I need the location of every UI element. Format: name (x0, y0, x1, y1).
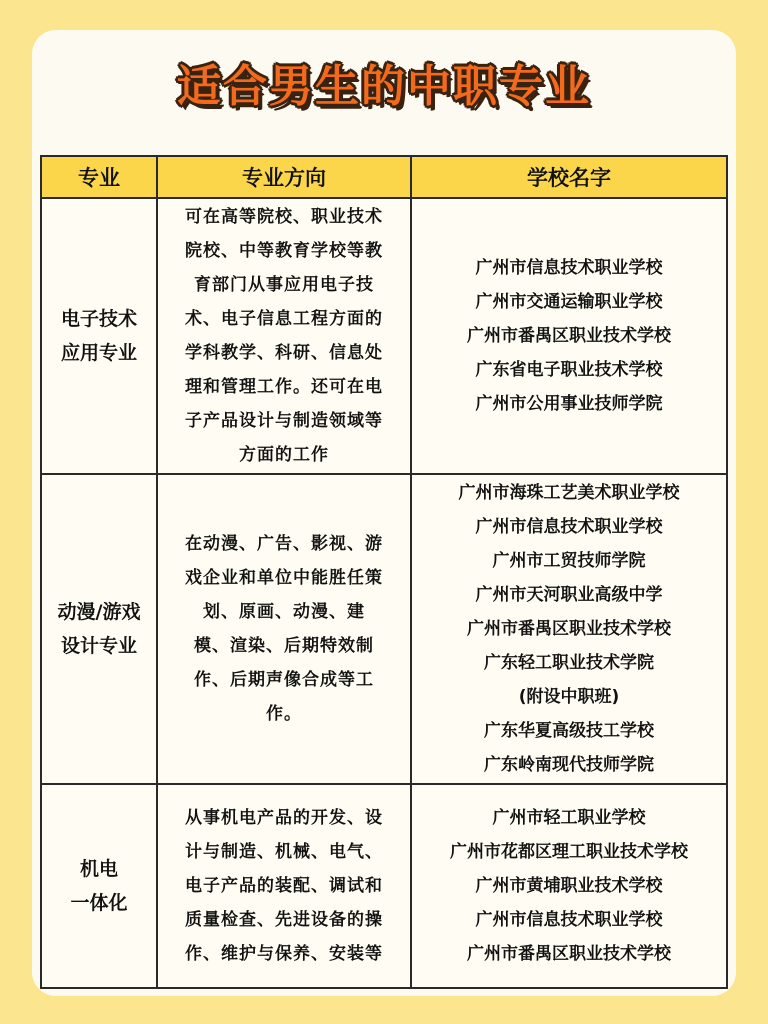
school-name: 广州市天河职业高级中学 (475, 585, 663, 605)
school-name: 广州市工贸技师学院 (492, 551, 646, 571)
direction-text-line: 从事机电产品的开发、设 (185, 808, 383, 828)
direction-text-line: 育部门从事应用电子技 (194, 275, 374, 295)
school-name: 广州市交通运输职业学校 (475, 292, 663, 312)
direction-text-line: 可在高等院校、职业技术 (185, 207, 383, 227)
direction-text-line: 作、后期声像合成等工 (194, 670, 374, 690)
header-school: 学校名字 (411, 156, 727, 198)
major-name-line: 设计专业 (60, 635, 137, 657)
major-cell (41, 784, 157, 988)
school-name: 广东华夏高级技工学校 (484, 721, 654, 741)
school-name: 广州市信息技术职业学校 (475, 517, 663, 537)
school-name: 广东岭南现代技师学院 (484, 755, 654, 775)
direction-text-line: 子产品设计与制造领域等 (185, 411, 383, 431)
direction-text-line: 院校、中等教育学校等教 (185, 241, 383, 261)
school-name: 广州市公用事业技师学院 (475, 394, 663, 414)
direction-cell (157, 474, 411, 784)
school-name: 广州市黄埔职业技术学校 (475, 876, 663, 896)
school-name: 广州市番禺区职业技术学校 (467, 944, 671, 964)
majors-table (40, 155, 728, 989)
direction-text-line: 作、维护与保养、安装等 (185, 944, 383, 964)
school-name: 广州市番禺区职业技术学校 (467, 619, 671, 639)
direction-text-line: 方面的工作 (239, 445, 329, 465)
direction-text-line: 质量检查、先进设备的操 (185, 910, 383, 930)
table-row (41, 784, 727, 988)
header-direction: 专业方向 (157, 156, 411, 198)
schools-cell (411, 784, 727, 988)
direction-text-line: 模、渲染、后期特效制 (194, 636, 374, 656)
major-name-line: 电子技术 (60, 308, 137, 330)
school-name: 广州市轻工职业学校 (492, 808, 646, 828)
major-name-line: 一体化 (70, 892, 128, 914)
direction-cell (157, 784, 411, 988)
direction-text-line: 戏企业和单位中能胜任策 (185, 568, 383, 588)
school-name: 广州市信息技术职业学校 (475, 910, 663, 930)
schools-cell (411, 198, 727, 474)
direction-text-line: 电子产品的装配、调试和 (185, 876, 383, 896)
direction-text-line: 计与制造、机械、电气、 (185, 842, 383, 862)
direction-text-line: 作。 (266, 704, 302, 724)
major-name-line: 机电 (79, 858, 118, 880)
school-name: 广州市花都区理工职业技术学校 (450, 842, 688, 862)
direction-text-line: 在动漫、广告、影视、游 (185, 534, 383, 554)
school-name: 广东省电子职业技术学校 (475, 360, 663, 380)
school-name: 广州市海珠工艺美术职业学校 (458, 483, 680, 503)
schools-cell (411, 474, 727, 784)
major-cell (41, 198, 157, 474)
direction-text-line: 学科教学、科研、信息处 (185, 343, 383, 363)
direction-text-line: 划、原画、动漫、建 (203, 602, 365, 622)
page-title: 适合男生的中职专业 (177, 61, 591, 112)
major-cell (41, 474, 157, 784)
school-name: 广东轻工职业技术学院 (484, 653, 654, 673)
major-name-line: 动漫/游戏 (57, 601, 141, 623)
direction-text-line: 理和管理工作。还可在电 (185, 377, 383, 397)
header-major: 专业 (41, 156, 157, 198)
major-name-line: 应用专业 (60, 342, 137, 364)
table-header-row (41, 156, 727, 198)
table-row (41, 474, 727, 784)
school-name: 广州市信息技术职业学校 (475, 258, 663, 278)
table-row (41, 198, 727, 474)
school-name: 广州市番禺区职业技术学校 (467, 326, 671, 346)
school-name: (附设中职班) (518, 687, 620, 707)
direction-cell (157, 198, 411, 474)
direction-text-line: 术、电子信息工程方面的 (185, 309, 383, 329)
